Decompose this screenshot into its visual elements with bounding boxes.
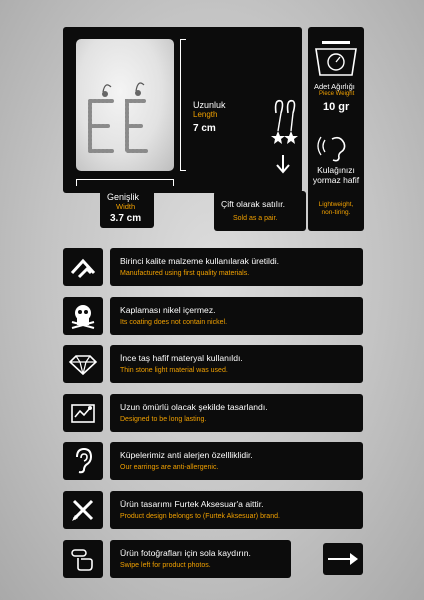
product-photo [76, 39, 174, 171]
width-bracket [76, 179, 174, 180]
feature-row-design [63, 491, 363, 529]
feature-text: Ürün tasarımı Furtek Aksesuar'a aittir. [120, 499, 264, 509]
length-label: Uzunluk [193, 100, 226, 110]
feature-row-quality [63, 248, 363, 286]
width-label-en: Width [116, 202, 136, 211]
feature-text: İnce taş hafif materyal kullanıldı. [120, 353, 243, 363]
hanging-earring-icon [264, 89, 302, 182]
sold-as-pair-box [214, 191, 306, 231]
swipe-hand-icon [63, 540, 103, 578]
design-pencil-icon [63, 491, 103, 529]
diamond-icon [63, 345, 103, 383]
nickel-free-icon [63, 297, 103, 335]
quality-arrow-icon [63, 248, 103, 286]
feature-text-en: Product design belongs to (Furtek Aksesuar) brand. [120, 513, 280, 520]
feature-text-en: Its coating does not contain nickel. [120, 319, 228, 326]
earring-icon-box [264, 89, 302, 182]
ear-icon [63, 442, 103, 480]
feature-row-durable [63, 394, 363, 432]
width-label: Genişlik [107, 192, 140, 202]
feature-text-en: Thin stone light material was used. [120, 367, 228, 374]
piece-weight-label-en: Piece Weight [319, 91, 355, 97]
piece-weight-label: Adet Ağırlığı [314, 82, 355, 91]
lightweight-text-en: Lightweight, non-tiring. [318, 201, 354, 216]
feature-text-en: Our earrings are anti-allergenic. [120, 464, 219, 471]
feature-row-nickel [63, 297, 363, 335]
feature-row-allergy [63, 442, 363, 480]
durable-icon [63, 394, 103, 432]
length-value: 7 cm [193, 123, 216, 134]
feature-text: Küpelerimiz anti alerjen özellliklidir. [120, 450, 253, 460]
feature-text-en: Manufactured using first quality materials. [120, 270, 250, 277]
width-bracket-left [76, 179, 77, 186]
piece-weight-value: 10 gr [323, 101, 350, 113]
feature-text-en: Swipe left for product photos. [120, 562, 211, 569]
feature-text: Birinci kalite malzeme kullanılarak üretildi. [120, 256, 280, 266]
width-bracket-right [173, 179, 174, 186]
feature-row-swipe [63, 540, 363, 578]
feature-text-en: Designed to be long lasting. [120, 416, 207, 423]
feature-row-stone [63, 345, 363, 383]
length-bracket-top [180, 39, 186, 40]
feature-text: Ürün fotoğrafları için sola kaydırın. [120, 548, 251, 558]
ear-sound-icon [308, 130, 364, 164]
weight-panel [308, 27, 364, 231]
length-bracket-bottom [180, 170, 186, 171]
length-label-en: Length [193, 110, 218, 119]
width-label-tab [100, 186, 154, 228]
sold-as-pair-text: Çift olarak satılır. [221, 199, 285, 209]
scale-icon [308, 35, 364, 83]
feature-text: Kaplaması nikel içermez. [120, 305, 216, 315]
lightweight-text: Kulağınızı yormaz hafif [312, 165, 360, 185]
right-arrow-icon[interactable] [323, 543, 363, 575]
earring-letters-image [76, 39, 174, 171]
down-arrow-icon [277, 155, 289, 172]
sold-as-pair-en: Sold as a pair. [233, 215, 278, 222]
width-value: 3.7 cm [110, 213, 142, 224]
length-bracket [180, 39, 181, 171]
feature-text: Uzun ömürlü olacak şekilde tasarlandı. [120, 402, 268, 412]
